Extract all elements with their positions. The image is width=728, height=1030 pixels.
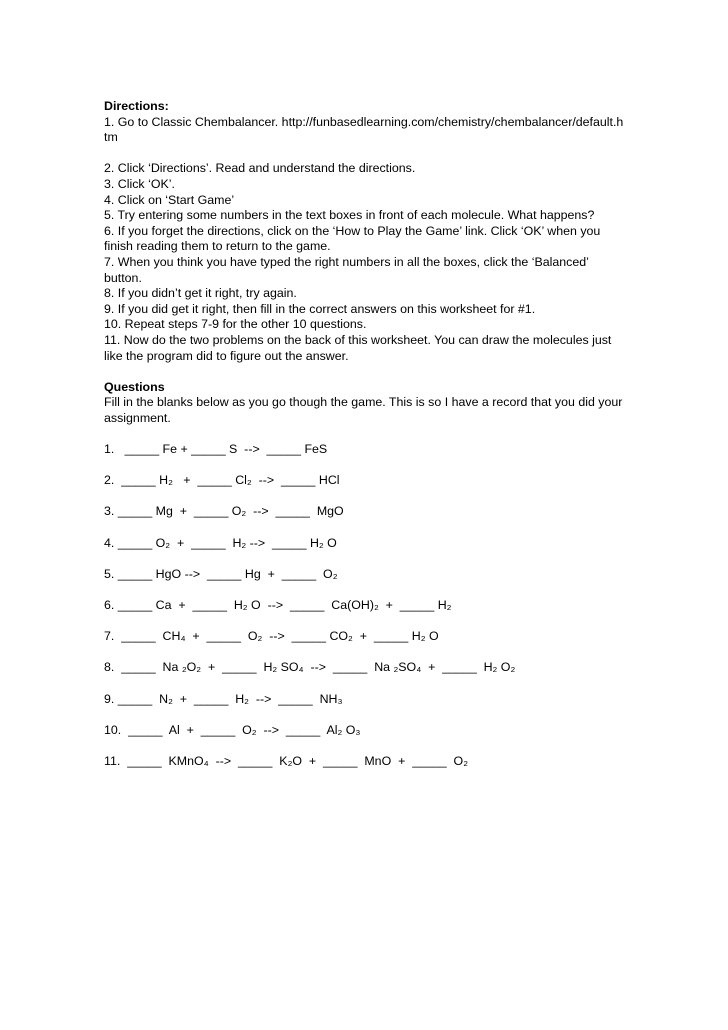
question-2: 2. _____ H₂ + _____ Cl₂ --> _____ HCl: [104, 473, 340, 488]
spacer: [104, 520, 624, 536]
spacer: [104, 551, 624, 567]
direction-step-10: 10. Repeat steps 7-9 for the other 10 questions.: [104, 317, 367, 332]
direction-step-11: 11. Now do the two problems on the back of this worksheet. You can draw the molecules just like the program did to figure out the answer.: [104, 332, 612, 363]
direction-step-5: 5. Try entering some numbers in the text boxes in front of each molecule. What happens?: [104, 208, 595, 223]
spacer: [104, 707, 624, 723]
spacer: [104, 146, 624, 162]
spacer: [104, 645, 624, 661]
question-11: 11. _____ KMnO₄ --> _____ K₂O + _____ MnO + _____ O₂: [104, 753, 469, 768]
direction-step-4: 4. Click on ‘Start Game’: [104, 192, 235, 207]
question-6: 6. _____ Ca + _____ H₂ O --> _____ Ca(OH)₂ + _____ H₂: [104, 598, 452, 612]
question-7: 7. _____ CH₄ + _____ O₂ --> _____ CO₂ + _____ H₂ O: [104, 629, 439, 644]
question-10: 10. _____ Al + _____ O₂ --> _____ Al₂ O₃: [104, 722, 361, 737]
question-1: 1. _____ Fe + _____ S --> _____ FeS: [104, 442, 328, 457]
direction-step-1: 1. Go to Classic Chembalancer. http://funbasedlearning.com/chemistry/chembalancer/default.htm: [104, 114, 624, 145]
spacer: [104, 489, 624, 505]
spacer: [104, 426, 624, 442]
spacer: [104, 614, 624, 630]
direction-step-2: 2. Click ‘Directions’. Read and understand the directions.: [104, 161, 416, 176]
spacer: [104, 458, 624, 474]
spacer: [104, 738, 624, 754]
question-3: 3. _____ Mg + _____ O₂ --> _____ MgO: [104, 504, 344, 519]
spacer: [104, 582, 624, 598]
direction-step-7: 7. When you think you have typed the right numbers in all the boxes, click the ‘Balanced’ button.: [104, 254, 589, 285]
question-4: 4. _____ O₂ + _____ H₂ --> _____ H₂ O: [104, 535, 337, 550]
direction-step-3: 3. Click ‘OK’.: [104, 176, 175, 191]
direction-step-6: 6. If you forget the directions, click on the ‘How to Play the Game’ link. Click ‘OK’ when you finish reading them to return to the game.: [104, 223, 601, 254]
direction-step-9: 9. If you did get it right, then fill in the correct answers on this worksheet for #1.: [104, 301, 536, 316]
spacer: [104, 676, 624, 692]
worksheet-page: [104, 99, 624, 770]
direction-step-8: 8. If you didn’t get it right, try again.: [104, 286, 297, 301]
questions-intro: Fill in the blanks below as you go though the game. This is so I have a record that you did your assignment.: [104, 395, 623, 425]
questions-heading: Questions: [104, 379, 165, 394]
question-9: 9. _____ N₂ + _____ H₂ --> _____ NH₃: [104, 691, 343, 706]
question-8: 8. _____ Na ₂O₂ + _____ H₂ SO₄ --> _____ Na ₂SO₄ + _____ H₂ O₂: [104, 660, 516, 675]
question-5: 5. _____ HgO --> _____ Hg + _____ O₂: [104, 566, 338, 581]
spacer: [104, 364, 624, 380]
directions-heading: Directions:: [104, 99, 169, 113]
